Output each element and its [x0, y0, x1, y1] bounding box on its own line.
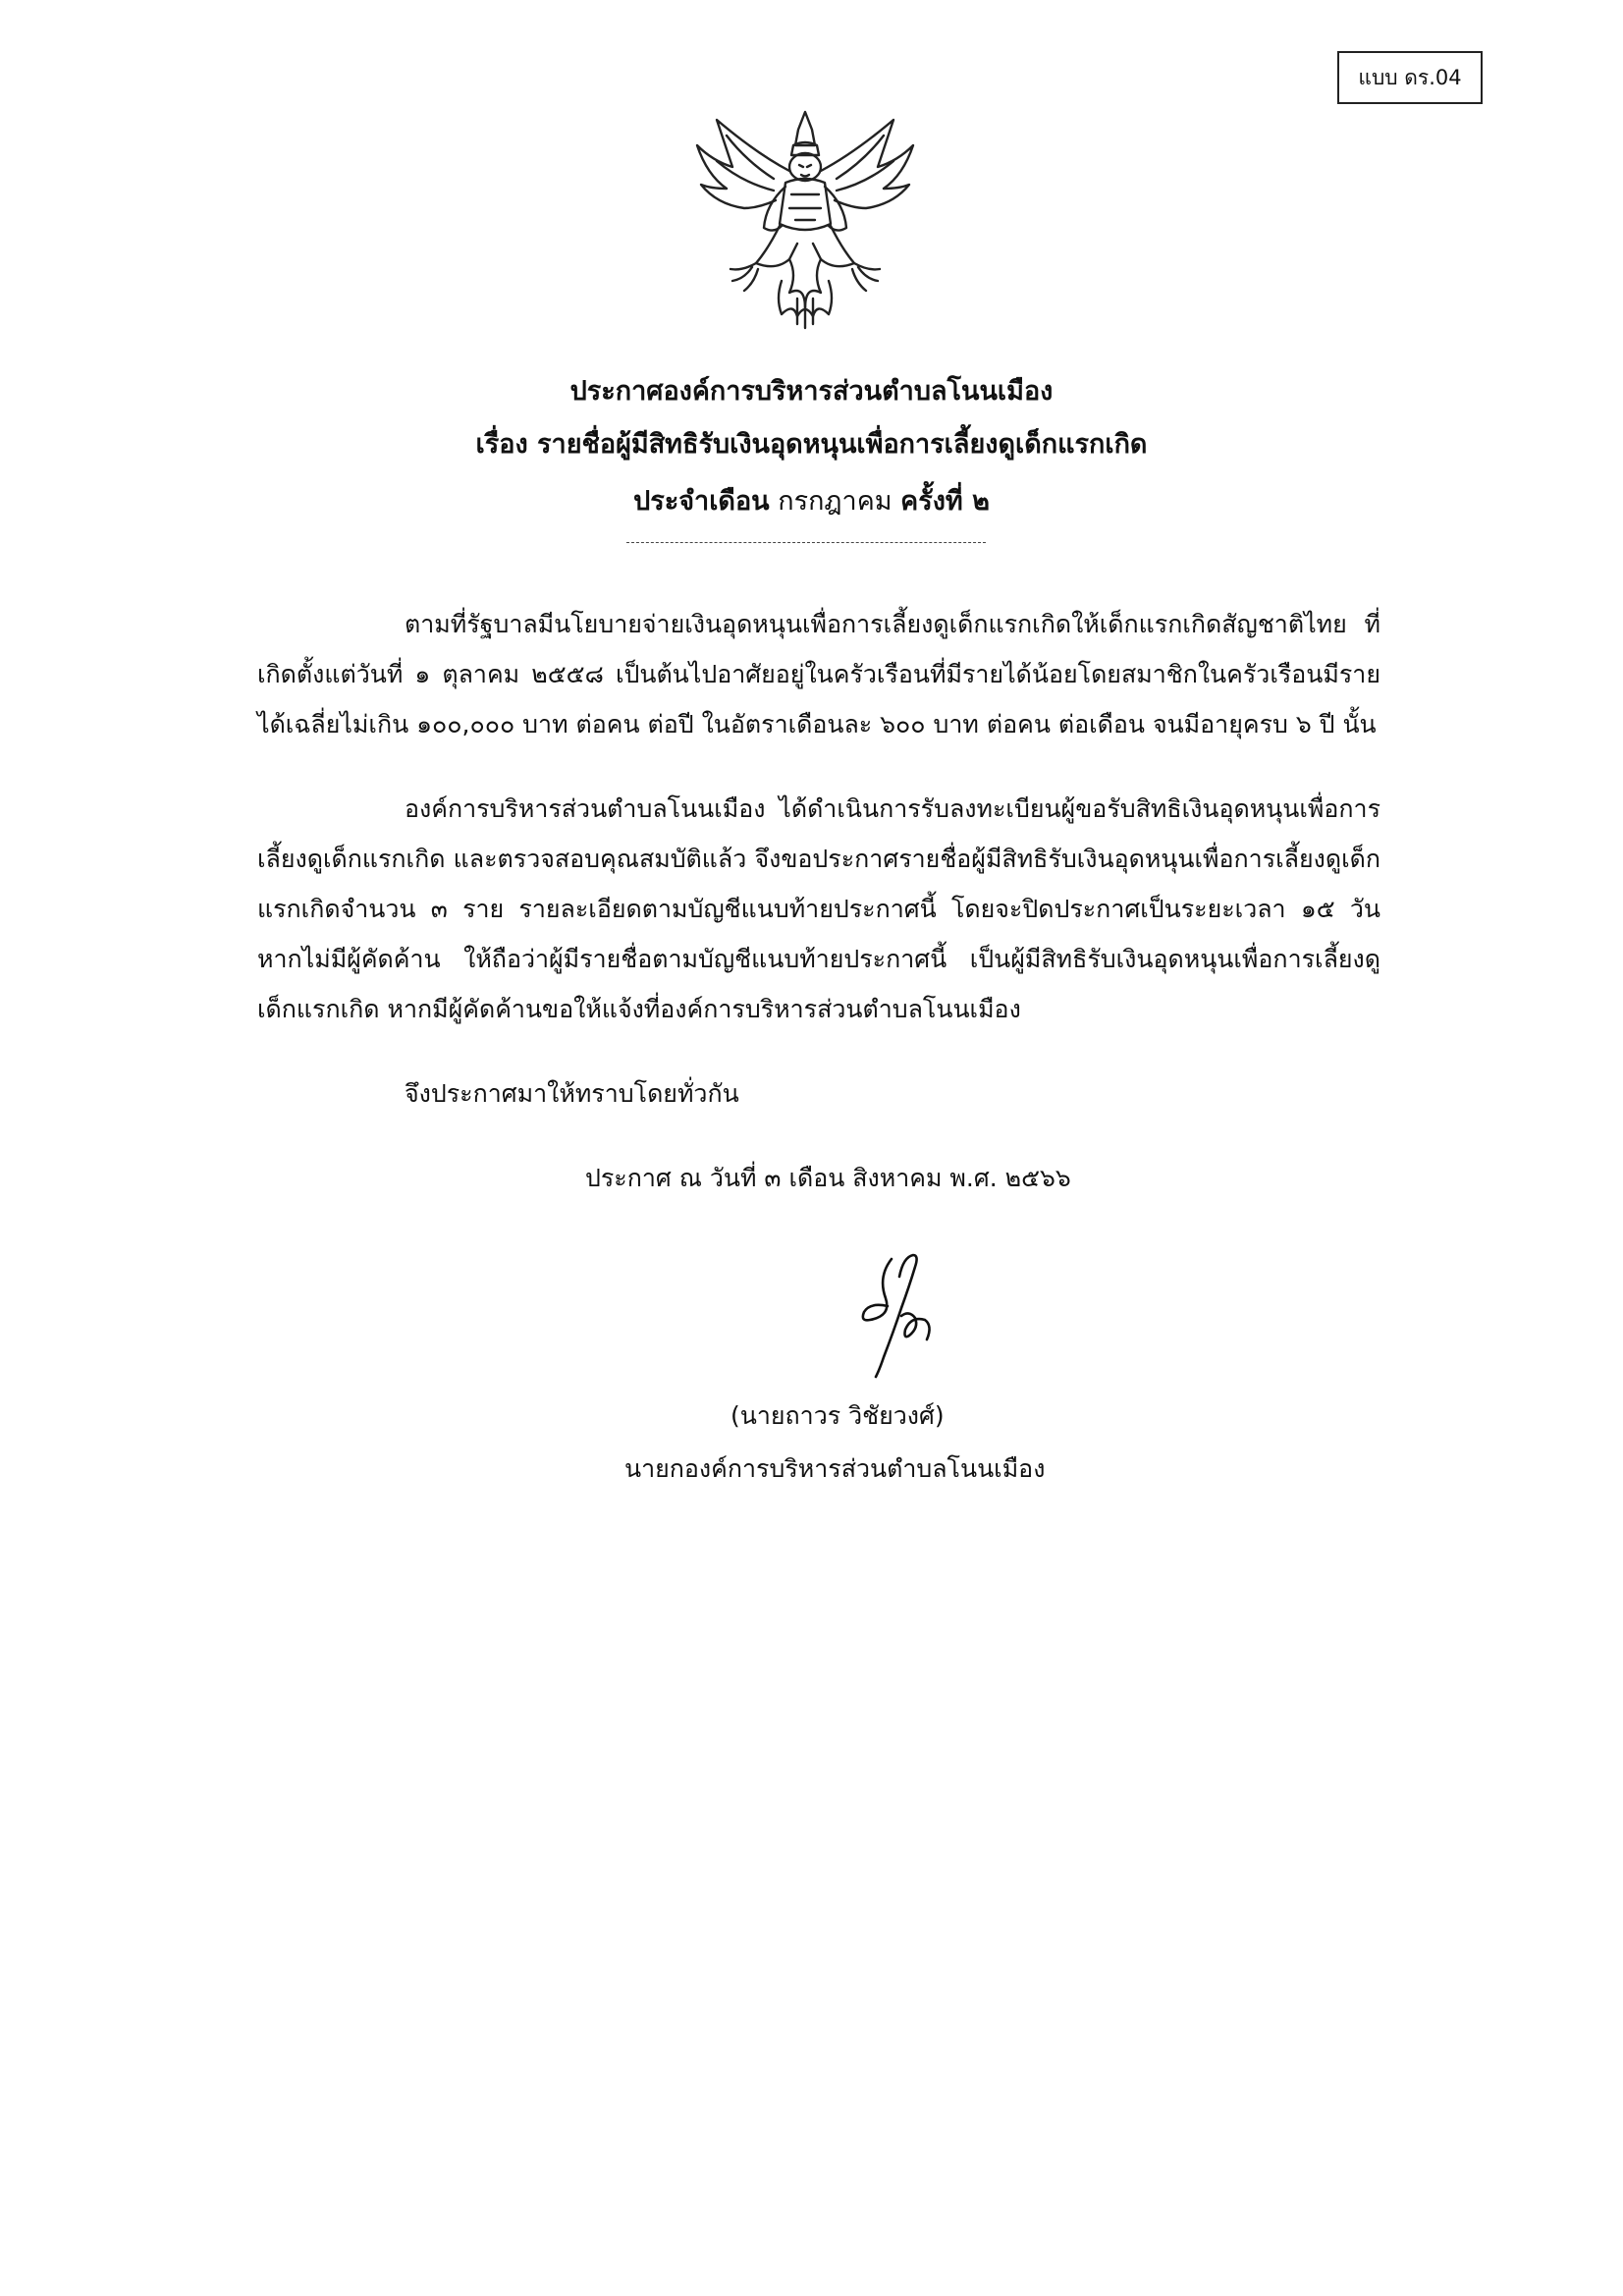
- period-label: ประจำเดือน: [633, 486, 770, 517]
- signatory-title: นายกองค์การบริหารส่วนตำบลโนนเมือง: [624, 1454, 1046, 1483]
- announcement-title: ประกาศองค์การบริหารส่วนตำบลโนนเมือง: [569, 376, 1054, 407]
- form-code-box: [1337, 51, 1483, 104]
- announcement-date: ประกาศ ณ วันที่ ๓ เดือน สิงหาคม พ.ศ. ๒๕๖๖: [585, 1164, 1071, 1192]
- paragraph-policy: ตามที่รัฐบาลมีนโยบายจ่ายเงินอุดหนุนเพื่อการเลี้ยงดูเด็กแรกเกิดให้เด็กแรกเกิดสัญชาติไทย ที่เกิดตั้งแต่วันที่ ๑ ตุลาคม ๒๕๕๘ เป็นต้นไปอาศัยอยู่ในครัวเรือนที่มีรายได้น้อยโดยสมาชิกในครัวเรือนมีรายได้เฉลี่ยไม่เกิน ๑๐๐,๐๐๐ บาท ต่อคน ต่อปี ในอัตราเดือนละ ๖๐๐ บาท ต่อคน ต่อเดือน จนมีอายุครบ ๖ ปี นั้น: [257, 610, 1380, 738]
- period-month: กรกฎาคม: [769, 486, 901, 517]
- announcement-subject: เรื่อง รายชื่อผู้มีสิทธิรับเงินอุดหนุนเพื่อการเลี้ยงดูเด็กแรกเกิด: [475, 429, 1148, 460]
- paragraph-announcement: องค์การบริหารส่วนตำบลโนนเมือง ได้ดำเนินการรับลงทะเบียนผู้ขอรับสิทธิเงินอุดหนุนเพื่อการเลี้ยงดูเด็กแรกเกิด และตรวจสอบคุณสมบัติแล้ว จึงขอประกาศรายชื่อผู้มีสิทธิรับเงินอุดหนุนเพื่อการเลี้ยงดูเด็กแรกเกิดจำนวน ๓ ราย รายละเอียดตามบัญชีแนบท้ายประกาศนี้ โดยจะปิดประกาศเป็นระยะเวลา ๑๕ วัน หากไม่มีผู้คัดค้าน ให้ถือว่าผู้มีรายชื่อตามบัญชีแนบท้ายประกาศนี้ เป็นผู้มีสิทธิรับเงินอุดหนุนเพื่อการเลี้ยงดูเด็กแรกเกิด หากมีผู้คัดค้านขอให้แจ้งที่องค์การบริหารส่วนตำบลโนนเมือง: [257, 794, 1380, 1023]
- dashed-divider: [626, 542, 986, 543]
- garuda-emblem-icon: [687, 106, 923, 330]
- announcement-period: [0, 479, 1623, 521]
- paragraph-closing: จึงประกาศมาให้ทราบโดยทั่วกัน: [405, 1079, 739, 1108]
- signatory-name: (นายถาวร วิชัยวงศ์): [730, 1401, 945, 1430]
- form-code-text: แบบ ดร.04: [1358, 65, 1462, 89]
- handwritten-signature: [831, 1247, 968, 1385]
- period-round: ครั้งที่ ๒: [900, 486, 990, 517]
